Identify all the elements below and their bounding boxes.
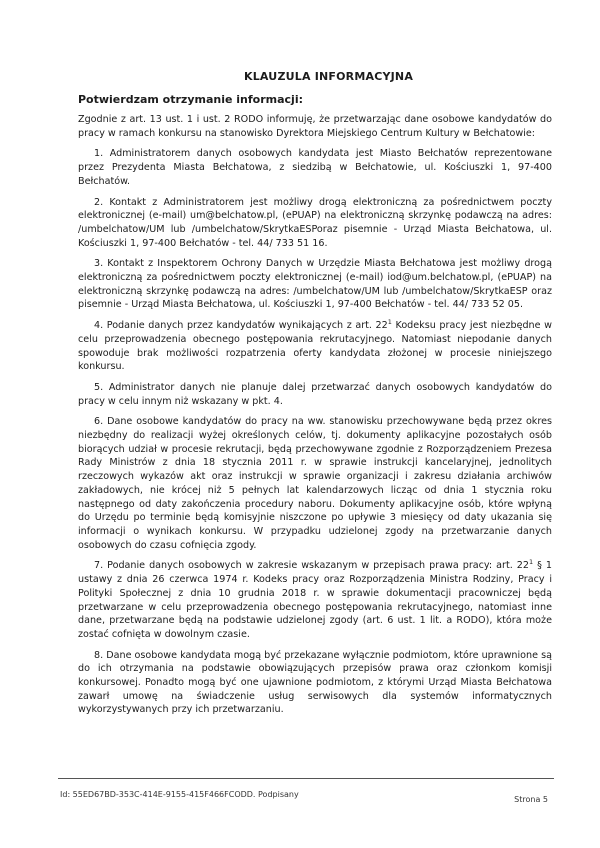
receipt-confirmation: Potwierdzam otrzymanie informacji: xyxy=(78,93,303,106)
clause-item-3: 3. Kontakt z Inspektorem Ochrony Danych w Urzędzie Miasta Bełchatowa jest możliwy drogą elektroniczną za pośrednictwem poczty elektronicznej (e-mail) iod@um.belchatow.pl, (ePUAP) na elektroniczną skrzynkę podawczą na adres: /umbelchatow/UM lub /umbelchatow/SkrytkaESP oraz pisemnie - Urząd Miasta Bełchatowa, ul. Kościuszki 1, 97-400 Bełchatów - tel. 44/ 733 52 05. xyxy=(78,258,552,311)
clause-item-4-text-b: Kodeksu pracy jest niezbędne w celu przeprowadzenia obecnego postępowania rekrutacyjnego. Natomiast niepodanie danych spowoduje brak możliwości rozpatrzenia oferty kandydata złożonej w procesie niniejszego konkursu. xyxy=(78,320,552,373)
clause-item-1: 1. Administratorem danych osobowych kandydata jest Miasto Bełchatów reprezentowane przez Prezydenta Miasta Bełchatowa, z siedzibą w Bełchatowie, ul. Kościuszki 1, 97-400 Bełchatów. xyxy=(78,148,552,187)
clause-item-4-text-a: 4. Podanie danych przez kandydatów wynikających z art. 22 xyxy=(94,320,388,332)
page-number: Strona 5 xyxy=(514,795,548,804)
clause-item-8: 8. Dane osobowe kandydata mogą być przekazane wyłącznie podmiotom, które uprawnione są do ich otrzymania na podstawie obowiązujących przepisów prawa oraz członkom komisji konkursowej. Ponadto mogą być one ujawnione podmiotom, z którymi Urząd Miasta Bełchatowa zawarł umowę na świadczenie usług serwisowych dla systemów informatycznych wykorzystywanych przy ich przetwarzaniu. xyxy=(78,649,552,716)
clause-item-7-text-a: 7. Podanie danych osobowych w zakresie wskazanym w przepisach prawa pracy: art. 22 xyxy=(94,560,529,572)
intro-paragraph: Zgodnie z art. 13 ust. 1 i ust. 2 RODO informuję, że przetwarzając dane osobowe kandydatów do pracy w ramach konkursu na stanowisko Dyrektora Miejskiego Centrum Kultury w Bełchatowie: xyxy=(78,114,552,139)
clause-item-7 xyxy=(78,559,552,641)
clause-body xyxy=(78,113,552,724)
clause-item-2: 2. Kontakt z Administratorem jest możliwy drogą elektroniczną za pośrednictwem poczty elektronicznej (e-mail) um@belchatow.pl, (ePUAP) na elektroniczną skrzynkę podawczą na adres: /umbelchatow/UM lub /umbelchatow/SkrytkaESPoraz pisemnie - Urząd Miasta Bełchatowa, ul. Kościuszki 1, 97-400 Bełchatów - tel. 44/ 733 51 16. xyxy=(78,196,552,249)
clause-item-5: 5. Administrator danych nie planuje dalej przetwarzać danych osobowych kandydatów do pracy w celu innym niż wskazany w pkt. 4. xyxy=(78,381,552,407)
clause-item-4-superscript: 1 xyxy=(387,317,392,326)
footer-divider xyxy=(58,778,554,779)
clause-item-7-superscript: 1 xyxy=(528,558,534,567)
clause-item-7-text-b: § 1 ustawy z dnia 26 czerwca 1974 r. Kodeks pracy oraz Rozporządzenia Ministra Rodziny, Pracy i Polityki Społecznej z dnia 10 grudnia 2018 r. w sprawie dokumentacji pracowniczej będą przetwarzane w celu przeprowadzenia obecnego postępowania rekrutacyjnego, natomiast inne dane, przetwarzane będą na podstawie udzielonej zgody (art. 6 ust. 1 lit. a RODO), która może zostać cofnięta w dowolnym czasie. xyxy=(78,560,553,640)
document-id: Id: 55ED67BD-353C-414E-9155-415F466FCODD. Podpisany xyxy=(60,790,299,799)
clause-item-6: 6. Dane osobowe kandydatów do pracy na ww. stanowisku przechowywane będą przez okres niezbędny do realizacji wyżej określonych celów, tj. dokumenty aplikacyjne pozostałych osób biorących udział w procesie rekrutacji, będą przechowywane zgodnie z Rozporządzeniem Prezesa Rady Ministrów z dnia 18 stycznia 2011 r. w sprawie instrukcji kancelaryjnej, jednolitych rzeczowych wykazów akt oraz instrukcji w sprawie organizacji i zakresu działania archiwów zakładowych, nie krócej niż 5 pełnych lat kalendarzowych licząc od dnia 1 stycznia roku następnego od daty zakończenia procedury naboru. Dokumenty aplikacyjne osób, które wpłyną do Urzędu po terminie będą komisyjnie niszczone po upływie 3 miesięcy od daty ukazania się informacji o wynikach konkursu. W przypadku udzielonej zgody na przetwarzanie danych osobowych do czasu cofnięcia zgody. xyxy=(78,416,552,551)
document-title: KLAUZULA INFORMACYJNA xyxy=(244,70,414,83)
clause-item-4 xyxy=(78,319,552,374)
